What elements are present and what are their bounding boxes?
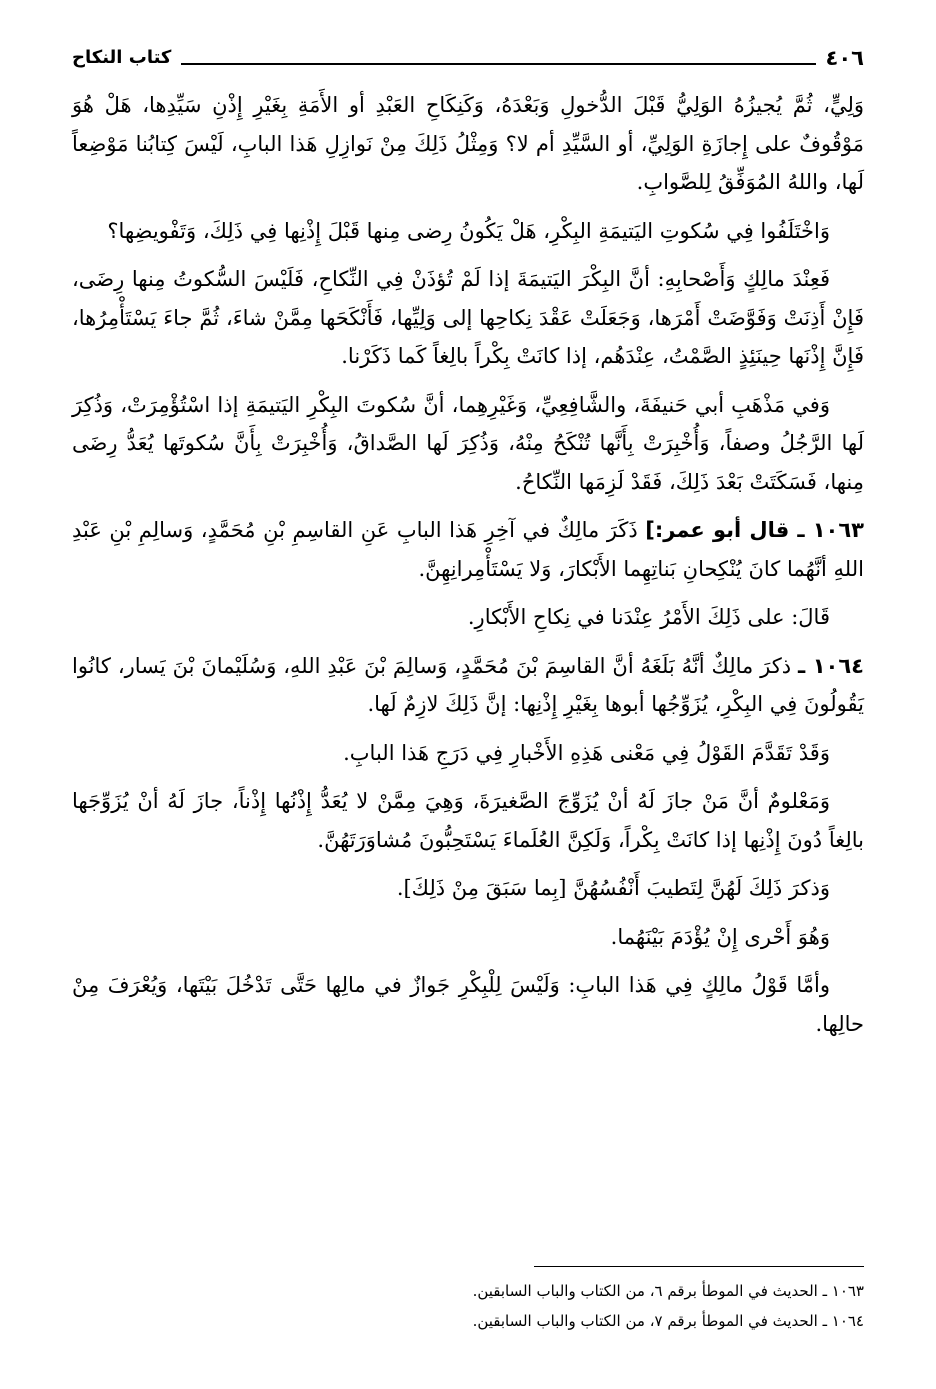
main-text [72,86,864,1053]
paragraph: فَعِنْدَ مالِكٍ وَأَصْحابِهِ: أنَّ البِكْرَ اليَتيمَةَ إذا لَمْ تُؤذَنْ فِي النِّكاحِ، فَلَيْسَ السُّكوتُ مِنها رِضَى، فَإِنْ أَذِنَتْ وَفَوَّضَتْ أَمْرَها، وَجَعَلَتْ عَقْدَ نِكاحِها إلى وَلِيِّها، فَأَنْكَحَها مِمَّنْ شاءَ، ثُمَّ جاءَ يَسْتَأْمِرُها، فَإِنَّ إِذْنَها حِينَئِذٍ الصَّمْتُ، عِنْدَهُم، إذا كانَتْ بِكْراً بالِغاً كَما ذَكَرْنا. [72,267,864,368]
footnote-1064: ١٠٦٤ ـ الحديث في الموطأ برقم ٧، من الكتاب والباب السابقين. [472,1312,864,1330]
hadith-number-label: ١٠٦٤ ـ [798,653,864,678]
footnotes [72,1276,864,1336]
footnote-separator [534,1266,864,1267]
paragraph-1063: ١٠٦٣ ـ قال أبو عمر:] ذَكَرَ مالِكٌ في آخِرِ هَذا البابِ عَنِ القاسِمِ بْنِ مُحَمَّدٍ، وَسالِمِ بْنِ عَبْدِ اللهِ أنَّهُما كانَ يُنْكِحانِ بَناتِهِما الأَبْكارَ، وَلا يَسْتَأْمِرانِهِنَّ. [72,518,864,581]
header-rule [181,63,815,65]
paragraph: وَاخْتَلَفُوا فِي سُكوتِ اليَتيمَةِ البِكْرِ، هَلْ يَكُونُ رِضى مِنها قَبْلَ إِذْنِها فِي ذَلِكَ، وَتَفْويضِها؟ [107,218,830,243]
book-title: كتاب النكاح [72,47,172,68]
paragraph: وأمَّا قَوْلُ مالِكٍ فِي هَذا البابِ: وَلَيْسَ لِلْبِكْرِ جَوازٌ في مالِها حَتَّى تَدْخُلَ بَيْتَها، وَيُعْرَفَ مِنْ حالِها. [72,973,864,1036]
footnote-1063: ١٠٦٣ ـ الحديث في الموطأ برقم ٦، من الكتاب والباب السابقين. [472,1282,864,1300]
paragraph: وَذكرَ ذَلِكَ لَهُنَّ لِتَطيبَ أَنْفُسُهُنَّ [بِما سَبَقَ مِنْ ذَلِكَ]. [396,876,830,900]
paragraph-1064: ١٠٦٤ ـ ذكرَ مالِكٌ أنَّهُ بَلَغَهُ أنَّ القاسِمَ بْنَ مُحَمَّدٍ، وَسالِمَ بْنَ عَبْدِ اللهِ، وَسُلَيْمانَ بْنَ يَسار، كانُوا يَقُولُونَ فِي البِكْرِ، يُزَوِّجُها أبوها بِغَيْرِ إِذْنِها: إنَّ ذَلِكَ لازِمٌ لَها. [72,653,864,716]
paragraph: وَلِيٍّ، ثُمَّ يُجيزُهُ الوَلِيُّ قَبْلَ الدُّخولِ وَبَعْدَهُ، وَكَنِكَاحِ العَبْدِ أو الأَمَةِ بِغَيْرِ إِذْنِ سَيِّدِها، هَلْ هُوَ مَوْقُوفٌ على إِجازَةِ الوَلِيِّ، أو السَّيِّدِ أم لا؟ وَمِثْلُ ذَلِكَ مِنْ نَوازِلِ هَذا البابِ، لَيْسَ كِتابُنا مَوْضِعاً لَها، واللهُ المُوَفِّقُ لِلصَّوابِ. [72,93,864,194]
paragraph: قَالَ: على ذَلِكَ الأَمْرُ عِنْدَنا في نِكاحِ الأَبْكارِ. [467,605,830,629]
page-number: ٤٠٦ [825,46,864,70]
paragraph: وَقَدْ تَقَدَّمَ القَوْلُ فِي مَعْنى هَذِهِ الأَخْبارِ فِي دَرَجِ هَذا البابِ. [343,740,830,765]
paragraph: وَمَعْلومٌ أنَّ مَنْ جازَ لَهُ أنْ يُزَوِّجَ الصَّغيرَةَ، وَهِيَ مِمَّنْ لا يُعَدُّ إِذْنُها إِذْناً، جازَ لَهُ أنْ يُزَوِّجَها بالِغاً دُونَ إِذْنِها إذا كانَتْ بِكْراً، وَلَكِنَّ العُلَماءَ يَسْتَحِبُّونَ مُشاوَرَتَهُنَّ. [72,789,864,852]
paragraph: وَهُوَ أَحْرى إِنْ يُؤْدَمَ بَيْنَهُما. [610,924,830,949]
hadith-number-label: ١٠٦٣ ـ قال أبو عمر:] [645,518,864,542]
page-header [72,40,864,70]
paragraph: وَفي مَذْهَبِ أبي حَنيفَةَ، والشَّافِعِيِّ، وَغَيْرِهِما، أنَّ سُكوتَ البِكْرِ اليَتيمَةِ إذا اسْتُؤْمِرَتْ، وَذُكِرَ لَها الرَّجُلُ وصفاً، وَأُخْبِرَتْ بِأَنَّها تُنْكَحُ مِنْهُ، وَذُكِرَ لَها الصَّداقُ، وَأُخْبِرَتْ بِأَنَّ سُكوتَها يُعَدُّ رِضَى مِنها، فَسَكَتَتْ بَعْدَ ذَلِكَ، فَقَدْ لَزِمَها النِّكاحُ. [72,392,864,494]
